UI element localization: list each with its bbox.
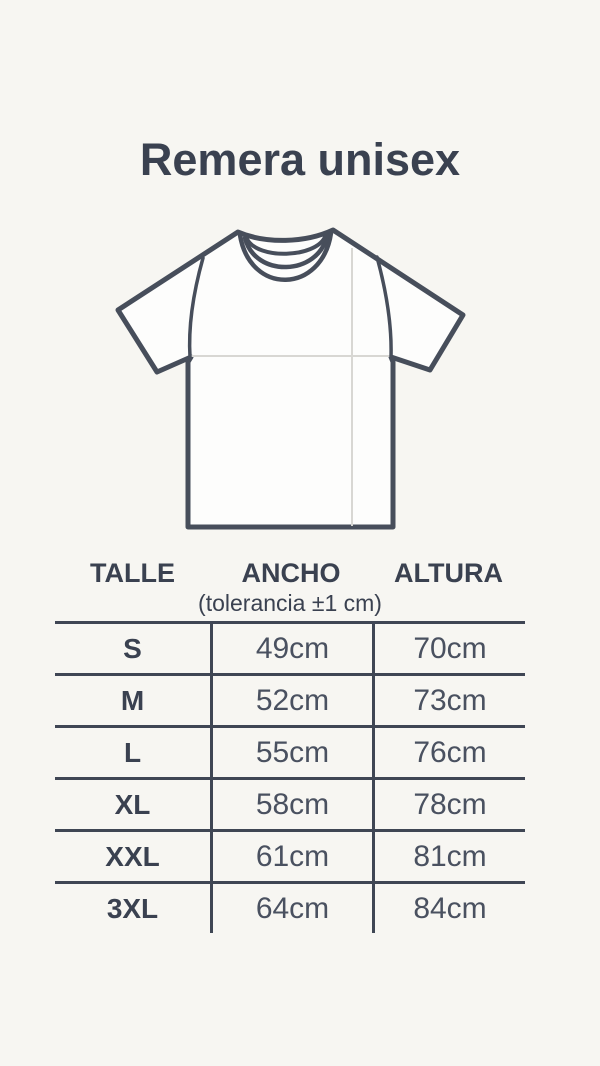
height-value: 73cm: [372, 676, 525, 725]
size-label: S: [123, 632, 142, 664]
table-header-row: [55, 556, 525, 590]
size-label: XXL: [105, 840, 160, 872]
table-row: [55, 780, 525, 832]
height-value: 76cm: [372, 728, 525, 777]
tolerance-note: (tolerancia ±1 cm): [198, 590, 382, 616]
tshirt-body-outline: [118, 230, 463, 527]
size-label: 3XL: [106, 892, 159, 924]
height-value: 84cm: [372, 884, 525, 933]
col-header-ancho: ANCHO: [241, 558, 341, 588]
size-label: L: [123, 736, 142, 768]
height-value: 78cm: [372, 780, 525, 829]
width-value: 64cm: [210, 884, 372, 933]
size-table: [55, 621, 525, 933]
table-row: [55, 884, 525, 933]
width-value: 58cm: [210, 780, 372, 829]
table-row: [55, 728, 525, 780]
width-value: 49cm: [210, 624, 372, 673]
table-row: [55, 624, 525, 676]
table-row: [55, 676, 525, 728]
page-title: Remera unisex: [139, 134, 461, 185]
col-header-talle: TALLE: [90, 558, 175, 588]
width-value: 55cm: [210, 728, 372, 777]
height-value: 81cm: [372, 832, 525, 881]
size-label: M: [120, 684, 145, 716]
size-label: XL: [114, 788, 151, 820]
height-value: 70cm: [372, 624, 525, 673]
tshirt-outline-icon: [100, 212, 466, 530]
tshirt-diagram: [100, 212, 466, 530]
table-row: [55, 832, 525, 884]
width-value: 52cm: [210, 676, 372, 725]
width-value: 61cm: [210, 832, 372, 881]
col-header-altura: ALTURA: [394, 558, 503, 588]
